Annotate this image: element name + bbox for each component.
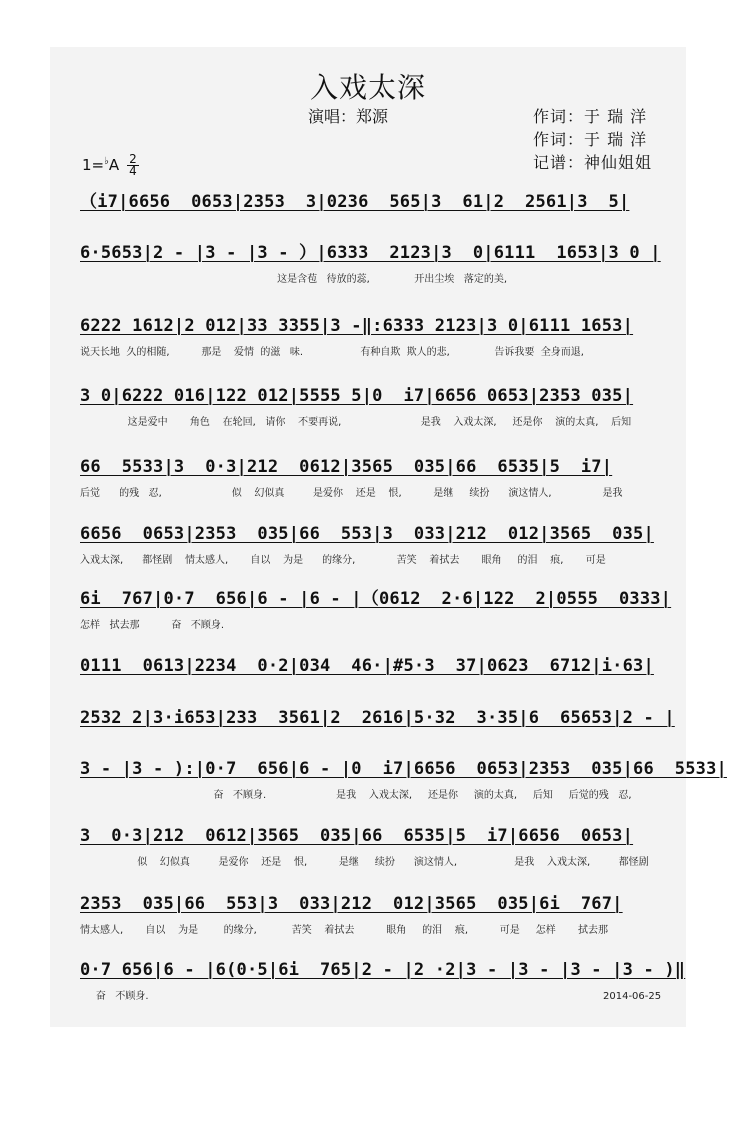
notation-line: 3 0|6222 016|122 012|5555 5|0 i7|6656 0653|2353 035| (80, 386, 634, 406)
notation-line: （i7|6656 0653|2353 3|0236 565|3 61|2 2561|3 5| (80, 192, 630, 212)
notation-line: 3 0·3|212 0612|3565 035|66 6535|5 i7|6656 0653| (80, 826, 634, 846)
score-system-4 (80, 384, 662, 430)
score-system-3 (80, 314, 662, 360)
notation-line: 6·5653|2 - |3 - |3 - ）|6333 2123|3 0|6111 1653|3 0 | (80, 243, 661, 263)
score-system-7 (80, 587, 672, 633)
score-system-9 (80, 706, 675, 738)
score-system-2 (80, 241, 662, 287)
transcription-date: 2014-06-25 (603, 991, 662, 1002)
score-system-13 (80, 958, 686, 1004)
lyrics-line: 情太感人, 自以 为是 的缘分, 苦笑 着拭去 眼角 的泪 痕, 可是 怎样 拭去那 (80, 925, 608, 936)
lyrics-line: 后觉 的残 忍, 似 幻似真 是爱你 还是 恨, 是继 续扮 演这情人, 是我 (80, 488, 623, 499)
notation-line: 6656 0653|2353 035|66 553|3 033|212 012|3565 035| (80, 524, 654, 544)
transcriber-credit: 记谱：神仙姐姐 (533, 153, 653, 172)
notation-line: 6i 767|0·7 656|6 - |6 - |（0612 2·6|122 2|0555 0333| (80, 589, 672, 609)
score-system-1 (80, 190, 662, 222)
lyrics-line: 奋 不顾身. 是我 入戏太深, 还是你 演的太真, 后知 后觉的残 忍, (80, 790, 632, 801)
lyrics-line: 这是含苞 待放的蕊, 开出尘埃 落定的美, (80, 274, 508, 285)
score-system-6 (80, 522, 662, 568)
notation-line: 66 5533|3 0·3|212 0612|3565 035|66 6535|5 i7| (80, 457, 613, 477)
lyrics-line: 似 幻似真 是爱你 还是 恨, 是继 续扮 演这情人, 是我 入戏太深, 都怪剧 (80, 857, 649, 868)
notation-line: 3 - |3 - ):|0·7 656|6 - |0 i7|6656 0653|2353 035|66 5533| (80, 759, 727, 779)
score-system-10 (80, 757, 727, 803)
score-system-5 (80, 455, 662, 501)
lyrics-line: 奋 不顾身. (80, 991, 149, 1002)
song-title: 入戏太深 (309, 71, 426, 104)
score-system-11 (80, 824, 662, 870)
lyricist-credit: 作词：于 瑞 洋 (533, 107, 648, 126)
lyricist-credit-2: 作词：于 瑞 洋 (533, 130, 648, 149)
notation-line: 6222 1612|2 012|33 3355|3 -‖:6333 2123|3 0|6111 1653| (80, 316, 634, 336)
lyrics-line: 入戏太深, 都怪剧 情太感人, 自以 为是 的缘分, 苦笑 着拭去 眼角 的泪 痕, 可是 (80, 555, 606, 566)
score-system-8 (80, 654, 662, 686)
notation-line: 2532 2|3·i653|233 3561|2 2616|5·32 3·35|6 65653|2 - | (80, 708, 675, 728)
notation-line: 0111 0613|2234 0·2|034 46·|#5·3 37|0623 6712|i·63| (80, 656, 654, 676)
key-signature: 1=♭A (82, 156, 120, 174)
notation-line: 0·7 656|6 - |6(0·5|6i 765|2 - |2 ·2|3 - |3 - |3 - |3 - )‖ (80, 960, 686, 980)
lyrics-line: 怎样 拭去那 奋 不顾身. (80, 620, 225, 631)
lyrics-line: 说天长地 久的相随, 那是 爱情 的滋 味. 有种自欺 欺人的悲, 告诉我要 全身而退, (80, 347, 584, 358)
time-signature: 2 4 (127, 154, 139, 177)
lyrics-line: 这是爱中 角色 在轮回, 请你 不要再说, 是我 入戏太深, 还是你 演的太真, 后知 (80, 417, 632, 428)
notation-line: 2353 035|66 553|3 033|212 012|3565 035|6i 767| (80, 894, 623, 914)
score-system-12 (80, 892, 662, 938)
singer-credit: 演唱：郑源 (308, 107, 389, 126)
